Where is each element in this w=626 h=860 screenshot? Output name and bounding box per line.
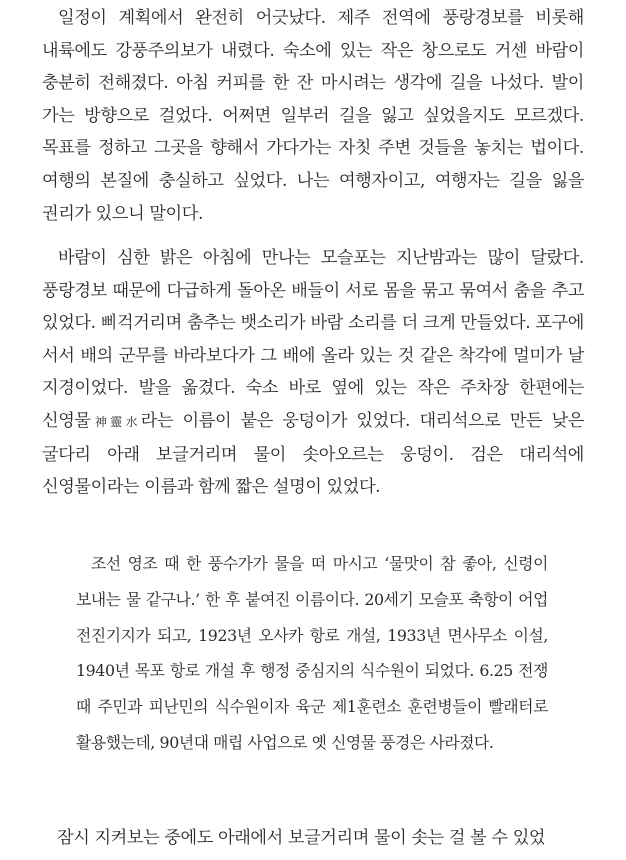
paragraph-trailing: 잠시 지켜보는 중에도 아래에서 보글거리며 물이 솟는 걸 볼 수 있었 bbox=[57, 828, 546, 848]
paragraph-text-after: 라는 이름이 붙은 웅덩이가 있었다. 대리석으로 만든 낮은 굴다리 아래 보글거리며 물이 솟아오르는 웅덩이. 검은 대리석에 신영물이라는 이름과 함께 짧은 설명이 있었다. bbox=[42, 410, 584, 498]
paragraph-text-before: 바람이 심한 밝은 아침에 만나는 모슬포는 지난밤과는 많이 달랐다. 풍랑경보 때문에 다급하게 돌아온 배들이 서로 몸을 묶고 묶여서 춤을 추고 있었다. 삐걱거리며 춤추는 뱃소리가 바람 소리를 더 크게 만들었다. 포구에 서서 배의 군무를 바라보다가 그 배에 올라 있는 것 같은 착각에 멀미가 날 지경이었다. 발을 옮겼다. 숙소 바로 옆에 있는 작은 주차장 한편에는 신영물 bbox=[42, 248, 584, 431]
block-quote-sinyeongmul: 조선 영조 때 한 풍수가가 물을 떠 마시고 ‘물맛이 참 좋아, 신령이 보내는 물 같구나.’ 한 후 붙여진 이름이다. 20세기 모슬포 축항이 어업 전진기지가 되고, 1923년 오사카 항로 개설, 1933년 면사무소 이설, 1940년 목포 항로 개설 후 행정 중심지의 식수원이 되었다. 6.25 전쟁 때 주민과 피난민의 식수원이자 육군 제1훈련소 훈련병들이 빨래터로 활용했는데, 90년대 매립 사업으로 옛 신영물 풍경은 사라졌다. bbox=[76, 554, 548, 752]
paragraph-itinerary: 일정이 계획에서 완전히 어긋났다. 제주 전역에 풍랑경보를 비롯해 내륙에도 강풍주의보가 내렸다. 숙소에 있는 작은 창으로도 거센 바람이 충분히 전해졌다. 아침 커피를 한 잔 마시려는 생각에 길을 나섰다. 발이 가는 방향으로 걸었다. 어쩌면 일부러 길을 잃고 싶었을지도 모르겠다. 목표를 정하고 그곳을 향해서 가다가는 자칫 주변 것들을 놓치는 법이다. 여행의 본질에 충실하고 싶었다. 나는 여행자이고, 여행자는 길을 잃을 권리가 있으니 말이다. bbox=[42, 8, 584, 224]
paragraph-moseulpo bbox=[42, 242, 584, 504]
hanja-annotation: 神靈水 bbox=[90, 414, 141, 429]
